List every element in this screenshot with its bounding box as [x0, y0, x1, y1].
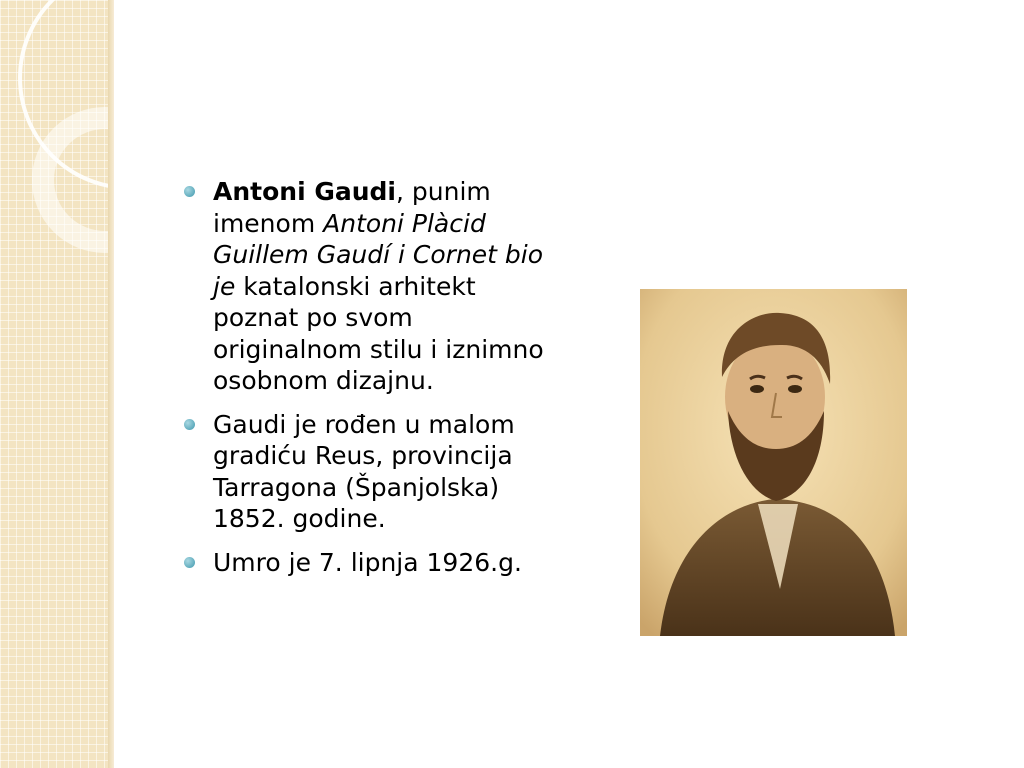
bullet-icon — [184, 186, 195, 197]
right-eye — [788, 385, 802, 393]
decorative-side-strip — [0, 0, 114, 768]
side-strip-edge — [108, 0, 114, 768]
deco-ring-large — [20, 0, 114, 188]
bullet-icon — [184, 419, 195, 430]
bullet-1-text-a: , punim imenom — [213, 177, 491, 238]
bullet-item-3 — [182, 547, 562, 579]
portrait-photo — [640, 289, 907, 636]
decorative-rings — [0, 0, 114, 768]
bullet-2-text: Gaudi je rođen u malom gradiću Reus, provincija Tarragona (Španjolska) 1852. godine. — [213, 409, 515, 533]
bullet-1-italic: Antoni Plàcid Guillem Gaudí i Cornet bio je — [213, 208, 544, 301]
left-eye — [750, 385, 764, 393]
bullet-item-2 — [182, 409, 562, 535]
bullet-1-bold: Antoni Gaudi — [213, 177, 396, 206]
deco-ring-small — [43, 118, 114, 242]
bullet-1-text-b: katalonski arhitekt poznat po svom originalnom stilu i iznimno osobnom dizajnu. — [213, 271, 544, 395]
bullet-icon — [184, 557, 195, 568]
bullet-item-1 — [182, 176, 562, 397]
bullet-list — [182, 176, 562, 590]
bullet-3-text: Umro je 7. lipnja 1926.g. — [213, 547, 522, 577]
